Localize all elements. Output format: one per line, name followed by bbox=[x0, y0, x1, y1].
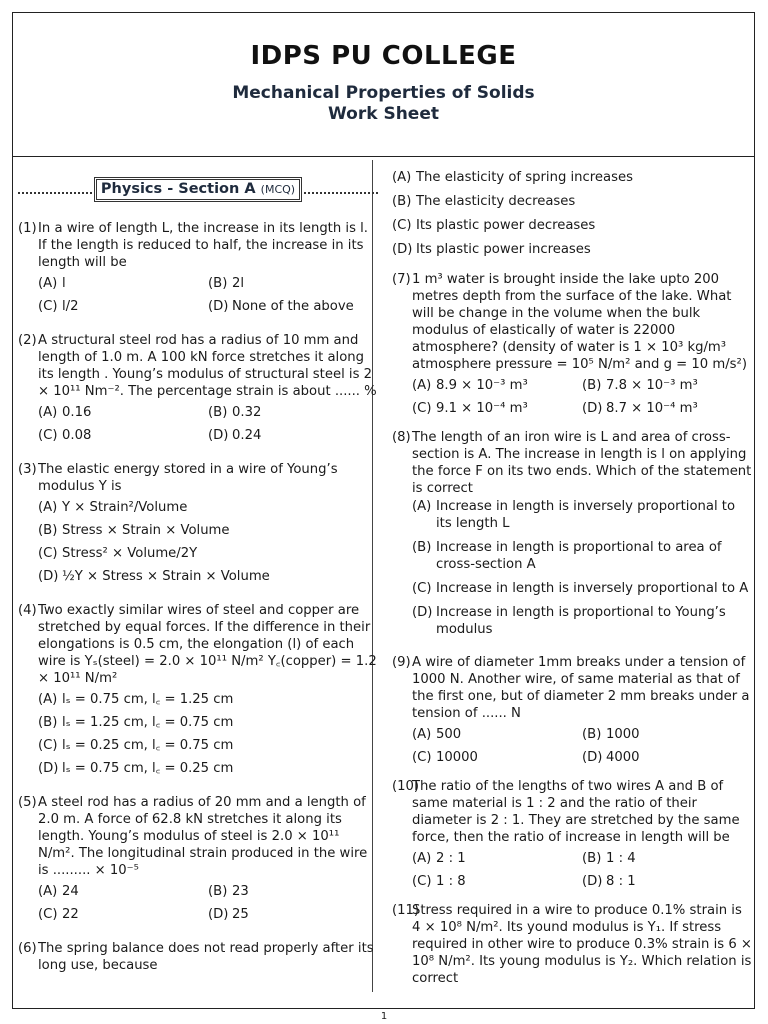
option-text: Its plastic power decreases bbox=[416, 218, 596, 233]
answer-option bbox=[412, 847, 582, 870]
right-question-list bbox=[392, 271, 752, 987]
option-text: lₛ = 0.75 cm, l꜀ = 1.25 cm bbox=[62, 692, 234, 707]
answer-option bbox=[412, 498, 752, 532]
option-label: (B) bbox=[38, 715, 58, 730]
answer-option bbox=[208, 295, 378, 318]
option-text: 0.16 bbox=[62, 405, 92, 420]
answer-option bbox=[412, 723, 582, 746]
answer-option bbox=[412, 539, 752, 573]
question-number: (1) bbox=[18, 221, 37, 236]
option-label: (D) bbox=[412, 605, 433, 620]
right-column bbox=[392, 172, 752, 987]
answer-option bbox=[582, 723, 752, 746]
answer-option bbox=[582, 397, 752, 420]
section-title-box bbox=[94, 177, 302, 202]
option-text: Its plastic power increases bbox=[416, 242, 591, 257]
question-number: (2) bbox=[18, 333, 37, 348]
page-number: 1 bbox=[380, 1011, 388, 1022]
option-label: (B) bbox=[412, 540, 432, 555]
option-text: 8 : 1 bbox=[606, 874, 636, 889]
question-number: (11) bbox=[392, 903, 420, 918]
option-label: (A) bbox=[38, 276, 58, 291]
option-list bbox=[38, 688, 378, 780]
option-list bbox=[412, 723, 752, 769]
question bbox=[18, 461, 378, 588]
answer-option bbox=[38, 496, 378, 519]
answer-option bbox=[392, 166, 752, 190]
section-title: Physics - Section A bbox=[100, 180, 256, 197]
option-label: (A) bbox=[412, 499, 432, 514]
answer-option bbox=[412, 604, 752, 638]
answer-option bbox=[392, 190, 752, 214]
option-text: Increase in length is inversely proportional to its length L bbox=[436, 499, 736, 531]
option-label: (C) bbox=[412, 874, 432, 889]
option-list bbox=[412, 847, 752, 893]
answer-option bbox=[38, 688, 378, 711]
answer-option bbox=[582, 746, 752, 769]
answer-option bbox=[38, 565, 378, 588]
question-number: (10) bbox=[392, 779, 420, 794]
option-text: 9.1 × 10⁻⁴ m³ bbox=[436, 401, 528, 416]
question-text: Two exactly similar wires of steel and copper are stretched by equal forces. If the difference in their elongations is 0.5 cm, the elongation (l) of each wire is Yₛ(steel) = 2.0 × 10¹¹ N/m² Y꜀(copper) = 1.2 × 10¹¹ N/m² bbox=[38, 603, 377, 686]
option-label: (B) bbox=[582, 378, 602, 393]
answer-option bbox=[208, 272, 378, 295]
option-list bbox=[38, 401, 378, 447]
section-tag: (MCQ) bbox=[260, 182, 296, 196]
answer-option bbox=[38, 295, 208, 318]
option-list bbox=[38, 272, 378, 318]
option-text: 8.9 × 10⁻³ m³ bbox=[436, 378, 528, 393]
option-text: 2l bbox=[232, 276, 245, 291]
option-list bbox=[412, 498, 752, 645]
question-text: 1 m³ water is brought inside the lake upto 200 metres depth from the surface of the lake. What will be change in the volume when the bulk modulus of elastically of water is 22000 atmosphere? (density of water is 1 × 10³ kg/m³ atmosphere pressure = 10⁵ N/m² and g = 10 m/s²) bbox=[412, 272, 747, 372]
question-text: A wire of diameter 1mm breaks under a tension of 1000 N. Another wire, of same material as that of the first one, but of diameter 2 mm breaks under a tension of ...... N bbox=[412, 655, 750, 721]
option-text: l bbox=[62, 276, 66, 291]
option-label: (A) bbox=[38, 884, 58, 899]
header bbox=[13, 13, 754, 157]
option-label: (A) bbox=[38, 692, 58, 707]
option-text: 7.8 × 10⁻³ m³ bbox=[606, 378, 698, 393]
question-text: The elastic energy stored in a wire of Young’s modulus Y is bbox=[38, 462, 338, 494]
option-label: (D) bbox=[208, 299, 229, 314]
answer-option bbox=[208, 903, 378, 926]
answer-option bbox=[38, 734, 378, 757]
dotted-leader bbox=[304, 192, 378, 194]
question-number: (8) bbox=[392, 430, 411, 445]
option-label: (C) bbox=[38, 428, 58, 443]
option-label: (D) bbox=[582, 874, 603, 889]
option-text: 25 bbox=[232, 907, 249, 922]
option-text: 1000 bbox=[606, 727, 640, 742]
option-label: (D) bbox=[582, 750, 603, 765]
answer-option bbox=[38, 272, 208, 295]
question bbox=[392, 271, 752, 420]
option-label: (A) bbox=[38, 500, 58, 515]
option-label: (D) bbox=[208, 428, 229, 443]
option-label: (A) bbox=[412, 851, 432, 866]
answer-option bbox=[38, 519, 378, 542]
option-label: (A) bbox=[38, 405, 58, 420]
question-text: In a wire of length L, the increase in its length is l. If the length is reduced to half, the increase in its length will be bbox=[38, 221, 368, 270]
option-text: 24 bbox=[62, 884, 79, 899]
option-text: The elasticity decreases bbox=[416, 194, 576, 209]
question-text: A steel rod has a radius of 20 mm and a length of 2.0 m. A force of 62.8 kN stretches it along its length. Young’s modulus of steel is 2.0 × 10¹¹ N/m². The longitudinal strain produced in the wire is ......... × 10⁻⁵ bbox=[38, 795, 368, 878]
option-text: Increase in length is proportional to area of cross-section A bbox=[436, 540, 722, 572]
option-text: Stress² × Volume/2Y bbox=[62, 546, 198, 561]
question-number: (4) bbox=[18, 603, 37, 618]
option-label: (C) bbox=[392, 218, 412, 233]
option-label: (B) bbox=[38, 523, 58, 538]
answer-option bbox=[412, 397, 582, 420]
option-list bbox=[38, 880, 378, 926]
question-number: (7) bbox=[392, 272, 411, 287]
question-text: The spring balance does not read properly after its long use, because bbox=[38, 941, 374, 973]
option-label: (B) bbox=[392, 194, 412, 209]
option-text: 0.32 bbox=[232, 405, 262, 420]
section-heading bbox=[18, 172, 378, 206]
option-text: Y × Strain²/Volume bbox=[62, 500, 188, 515]
option-label: (C) bbox=[38, 738, 58, 753]
option-label: (C) bbox=[412, 581, 432, 596]
option-text: 0.08 bbox=[62, 428, 92, 443]
option-text: 1 : 8 bbox=[436, 874, 466, 889]
question bbox=[18, 940, 378, 974]
answer-option bbox=[412, 580, 752, 597]
option-list bbox=[412, 374, 752, 420]
answer-option bbox=[38, 757, 378, 780]
answer-option bbox=[412, 746, 582, 769]
option-list bbox=[38, 496, 378, 588]
option-text: 2 : 1 bbox=[436, 851, 466, 866]
question-6-options bbox=[392, 166, 752, 262]
answer-option bbox=[412, 870, 582, 893]
option-label: (A) bbox=[412, 378, 432, 393]
question-text: A structural steel rod has a radius of 10 mm and length of 1.0 m. A 100 kN force stretches it along its length . Young’s modulus of structural steel is 2 × 10¹¹ Nm⁻². The percentage strain is about ...... % bbox=[38, 333, 377, 399]
option-text: 10000 bbox=[436, 750, 478, 765]
option-label: (C) bbox=[412, 401, 432, 416]
question bbox=[18, 602, 378, 780]
worksheet-title: Work Sheet bbox=[328, 104, 439, 124]
question bbox=[392, 778, 752, 893]
answer-option bbox=[38, 903, 208, 926]
option-text: Increase in length is inversely proportional to A bbox=[436, 581, 749, 596]
question-number: (5) bbox=[18, 795, 37, 810]
option-text: Increase in length is proportional to Young’s modulus bbox=[436, 605, 726, 637]
option-text: l/2 bbox=[62, 299, 79, 314]
answer-option bbox=[38, 542, 378, 565]
option-label: (D) bbox=[582, 401, 603, 416]
answer-option bbox=[412, 374, 582, 397]
answer-option bbox=[582, 870, 752, 893]
question-text: The ratio of the lengths of two wires A and B of same material is 1 : 2 and the ratio of their diameter is 2 : 1. They are stretched by the same force, then the ratio of increase in length will be bbox=[412, 779, 740, 845]
answer-option bbox=[582, 847, 752, 870]
option-label: (B) bbox=[582, 727, 602, 742]
option-text: 23 bbox=[232, 884, 249, 899]
option-text: 0.24 bbox=[232, 428, 262, 443]
left-question-list bbox=[18, 220, 378, 974]
option-label: (C) bbox=[38, 907, 58, 922]
answer-option bbox=[582, 374, 752, 397]
question bbox=[392, 902, 752, 987]
option-label: (D) bbox=[38, 761, 59, 776]
option-text: The elasticity of spring increases bbox=[416, 170, 633, 185]
question bbox=[18, 220, 378, 318]
question bbox=[392, 429, 752, 645]
answer-option bbox=[208, 424, 378, 447]
answer-option bbox=[392, 214, 752, 238]
option-label: (A) bbox=[392, 170, 412, 185]
answer-option bbox=[38, 880, 208, 903]
option-text: lₛ = 1.25 cm, l꜀ = 0.75 cm bbox=[62, 715, 234, 730]
question-number: (3) bbox=[18, 462, 37, 477]
option-label: (A) bbox=[412, 727, 432, 742]
option-label: (B) bbox=[208, 884, 228, 899]
option-label: (C) bbox=[38, 546, 58, 561]
answer-option bbox=[208, 401, 378, 424]
option-text: Stress × Strain × Volume bbox=[62, 523, 230, 538]
option-label: (B) bbox=[208, 276, 228, 291]
option-text: lₛ = 0.25 cm, l꜀ = 0.75 cm bbox=[62, 738, 234, 753]
option-text: 8.7 × 10⁻⁴ m³ bbox=[606, 401, 698, 416]
option-text: 1 : 4 bbox=[606, 851, 636, 866]
option-text: 4000 bbox=[606, 750, 640, 765]
option-label: (D) bbox=[392, 242, 413, 257]
worksheet-subject: Mechanical Properties of Solids bbox=[232, 83, 535, 103]
answer-option bbox=[38, 711, 378, 734]
option-text: ½Y × Stress × Strain × Volume bbox=[62, 569, 270, 584]
option-text: 22 bbox=[62, 907, 79, 922]
dotted-leader bbox=[18, 192, 92, 194]
option-label: (B) bbox=[582, 851, 602, 866]
college-name: IDPS PU COLLEGE bbox=[250, 41, 517, 71]
option-label: (C) bbox=[38, 299, 58, 314]
answer-option bbox=[38, 424, 208, 447]
answer-option bbox=[392, 238, 752, 262]
option-text: lₛ = 0.75 cm, l꜀ = 0.25 cm bbox=[62, 761, 234, 776]
option-text: 500 bbox=[436, 727, 462, 742]
option-label: (D) bbox=[208, 907, 229, 922]
question-text: Stress required in a wire to produce 0.1% strain is 4 × 10⁸ N/m². Its yound modulus is Y₁. If stress required in other wire to produce 0.3% strain is 6 × 10⁸ N/m². Its young modulus is Y₂. Which relation is correct bbox=[412, 903, 752, 986]
question bbox=[392, 654, 752, 769]
answer-option bbox=[208, 880, 378, 903]
option-text: None of the above bbox=[232, 299, 354, 314]
question-number: (6) bbox=[18, 941, 37, 956]
question bbox=[18, 794, 378, 926]
answer-option bbox=[38, 401, 208, 424]
option-label: (B) bbox=[208, 405, 228, 420]
question bbox=[18, 332, 378, 447]
left-column bbox=[18, 172, 378, 974]
question-text: The length of an iron wire is L and area of cross-section is A. The increase in length is l on applying the force F on its two ends. Which of the statement is correct bbox=[412, 430, 752, 496]
option-label: (D) bbox=[38, 569, 59, 584]
question-number: (9) bbox=[392, 655, 411, 670]
option-label: (C) bbox=[412, 750, 432, 765]
